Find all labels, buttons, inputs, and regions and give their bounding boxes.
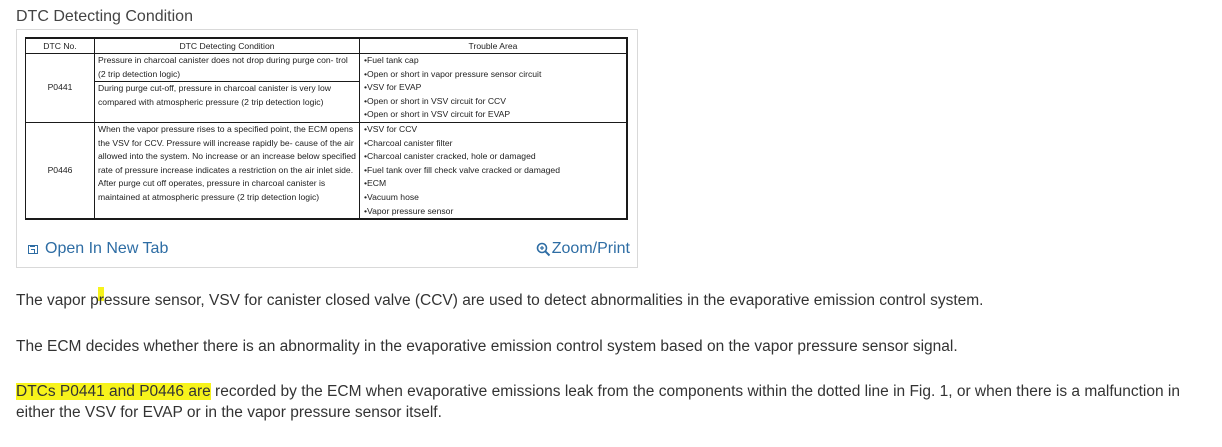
open-in-new-tab-label: Open In New Tab — [45, 240, 169, 257]
trouble-area-item: •Charcoal canister cracked, hole or damaged — [364, 151, 536, 162]
trouble-area-cell — [360, 122, 628, 219]
section-heading: DTC Detecting Condition — [16, 8, 193, 25]
condition-text: Pressure in charcoal canister does not drop during purge con- trol (2 trip detection logic) — [98, 55, 348, 79]
trouble-area-item: •Open or short in VSV circuit for CCV — [364, 95, 506, 106]
table-row — [26, 122, 628, 219]
magnifier-icon — [536, 242, 551, 257]
condition-cell — [95, 54, 360, 123]
trouble-area-item: •Vapor pressure sensor — [364, 205, 454, 216]
header-trouble-area: Trouble Area — [360, 38, 628, 54]
paragraph-dtc-recording — [16, 381, 1216, 423]
dtc-table — [25, 37, 628, 220]
open-in-new-tab-link[interactable] — [28, 240, 168, 258]
paragraph-text: recorded by the ECM when evaporative emissions leak from the components within the dotted line in Fig. 1, or when there is a malfunction in either the VSV for EVAP or in the vapor pressure sensor itself. — [16, 383, 1180, 421]
trouble-area-item: •Fuel tank over fill check valve cracked or damaged — [364, 164, 560, 175]
highlighted-text: DTCs P0441 and P0446 are — [16, 383, 211, 400]
open-in-new-tab-icon — [28, 245, 38, 254]
zoom-print-link[interactable] — [536, 240, 630, 258]
trouble-area-cell — [360, 54, 628, 123]
condition-text: During purge cut-off, pressure in charcoal canister is very low compared with atmospheric pressure (2 trip detection logic) — [95, 81, 359, 109]
trouble-area-item: •Vacuum hose — [364, 191, 419, 202]
trouble-area-item: •Fuel tank cap — [364, 55, 419, 65]
table-row — [26, 54, 628, 123]
dtc-code: P0446 — [26, 122, 95, 219]
trouble-area-item: •VSV for EVAP — [364, 82, 422, 93]
trouble-area-item: •Open or short in VSV circuit for EVAP — [364, 109, 511, 120]
dtc-code: P0441 — [26, 54, 95, 123]
condition-cell — [95, 122, 360, 219]
trouble-area-item: •VSV for CCV — [364, 123, 418, 134]
header-detecting-condition: DTC Detecting Condition — [95, 38, 360, 54]
table-header-row — [26, 38, 628, 54]
header-dtc-no: DTC No. — [26, 38, 95, 54]
condition-text: After purge cut off operates, pressure in charcoal canister is maintained at atmospheric pressure (2 trip detection logic) — [98, 178, 326, 202]
figure-container — [16, 29, 638, 268]
condition-text: When the vapor pressure rises to a specified point, the ECM opens the VSV for CCV. Pressure will increase rapidly be- cause of the air allowed into the system. No increase or an increase below specified rate of pressure increase indicates a restriction on the air inlet side. — [98, 123, 356, 175]
trouble-area-item: •ECM — [364, 178, 387, 189]
paragraph-ecm-decision: The ECM decides whether there is an abnormality in the evaporative emission control system based on the vapor pressure sensor signal. — [16, 338, 958, 355]
zoom-print-label: Zoom/Print — [551, 240, 630, 257]
paragraph-vapor-sensor: The vapor pressure sensor, VSV for canister closed valve (CCV) are used to detect abnormalities in the evaporative emission control system. — [16, 292, 984, 309]
trouble-area-item: •Charcoal canister filter — [364, 137, 453, 148]
trouble-area-item: •Open or short in vapor pressure sensor circuit — [364, 68, 542, 79]
